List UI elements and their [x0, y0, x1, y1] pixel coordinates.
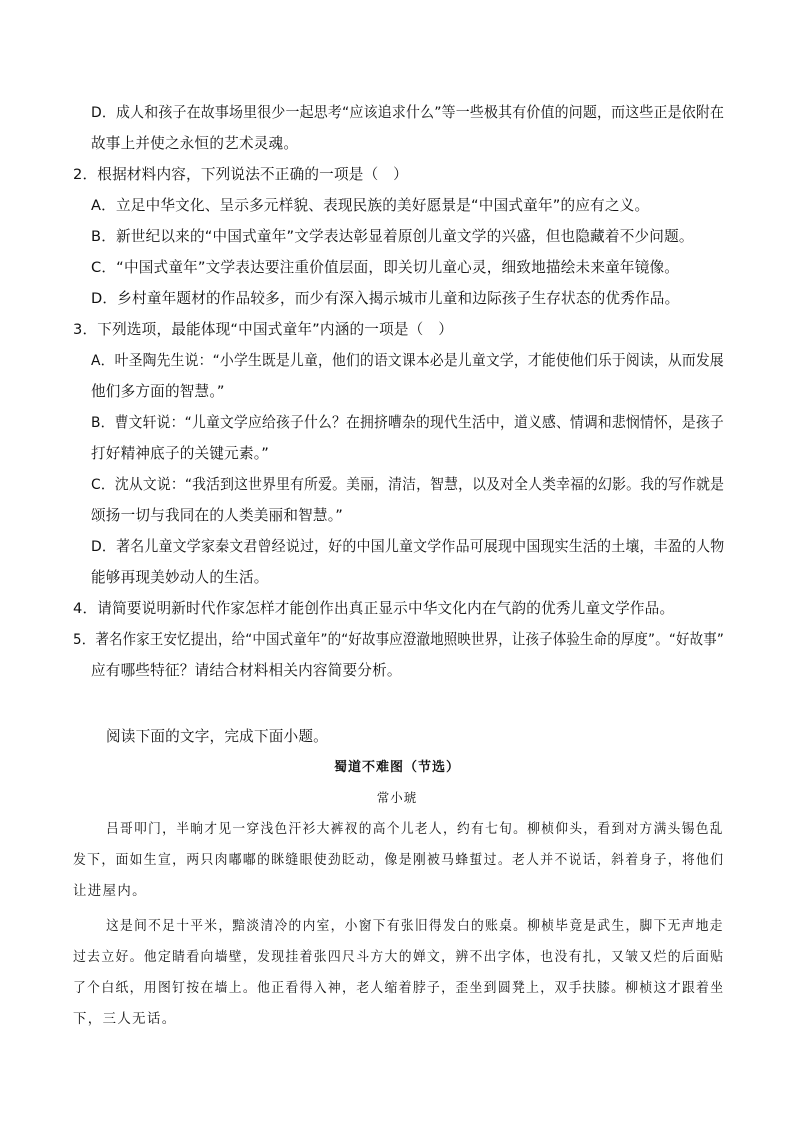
paragraph-1-line1: 吕哥叩门，半晌才见一穿浅色汗衫大裤衩的高个儿老人，约有七旬。柳桢仰头，看到对方满头锡色乱 — [106, 822, 724, 837]
q2-option-a: A．立足中华文化、呈示多元样貌、表现民族的美好愿景是“中国式童年”的应有之义。 — [91, 197, 650, 214]
q1-option-d-line2: 故事上并使之永恒的艺术灵魂。 — [91, 135, 299, 152]
paragraph-2-line4: 下，三人无话。 — [73, 1012, 177, 1027]
q3-stem: 3．下列选项，最能体现“中国式童年”内涵的一项是（ ） — [73, 321, 454, 338]
q2-stem: 2．根据材料内容，下列说法不正确的一项是（ ） — [73, 166, 408, 183]
q3-option-b-line1: B．曹文轩说：“儿童文学应给孩子什么？在拥挤嘈杂的现代生活中，道义感、情调和悲悯情怀，是孩子 — [91, 414, 724, 431]
q3-option-c-line1: C．沈从文说：“我活到这世界里有所爱。美丽，清洁，智慧，以及对全人类幸福的幻影。我的写作就是 — [91, 476, 725, 493]
q3-option-a-line1: A．叶圣陶先生说：“小学生既是儿童，他们的语文课本必是儿童文学，才能使他们乐于阅读，从而发展 — [91, 352, 724, 369]
reading-instruction: 阅读下面的文字，完成下面小题。 — [106, 728, 328, 745]
q3-option-a-line2: 他们多方面的智慧。” — [91, 383, 225, 400]
paragraph-2-line1: 这是间不足十平米，黯淡清冷的内室，小窗下有张旧得发白的账桌。柳桢毕竟是武生，脚下无声地走 — [106, 919, 724, 934]
passage-title: 蜀道不难图（节选） — [333, 760, 460, 775]
q3-option-d-line2: 能够再现美妙动人的生活。 — [91, 569, 269, 586]
q3-option-c-line2: 颂扬一切与我同在的人类美丽和智慧。” — [91, 507, 343, 524]
paragraph-2-line2: 过去立好。他定睛看向墙壁，发现挂着张四尺斗方大的婵文，辨不出字体，也没有扎，又皱又烂的后面贴 — [73, 950, 725, 965]
paragraph-1-line3: 让进屋内。 — [73, 884, 147, 899]
paragraph-1-line2: 发下，面如生宣，两只肉嘟嘟的眯缝眼使劲眨动，像是刚被马蜂蜇过。老人并不说话，斜着身子，将他们 — [73, 853, 725, 868]
q5-stem-line1: 5．著名作家王安忆提出，给“中国式童年”的“好故事应澄澈地照映世界，让孩子体验生命的厚度”。“好故事” — [73, 631, 724, 648]
q2-option-d: D．乡村童年题材的作品较多，而少有深入揭示城市儿童和边际孩子生存状态的优秀作品。 — [91, 290, 680, 307]
q3-option-d-line1: D．著名儿童文学家秦文君曾经说过，好的中国儿童文学作品可展现中国现实生活的土壤，丰盈的人物 — [91, 538, 725, 555]
q4-stem: 4．请简要说明新时代作家怎样才能创作出真正显示中华文化内在气韵的优秀儿童文学作品。 — [73, 600, 675, 617]
passage-author: 常小琥 — [376, 790, 418, 805]
q2-option-b: B．新世纪以来的“中国式童年”文学表达彰显着原创儿童文学的兴盛，但也隐藏着不少问题。 — [91, 228, 694, 245]
q5-stem-line2: 应有哪些特征？请结合材料相关内容简要分析。 — [91, 662, 402, 679]
q1-option-d-line1: D．成人和孩子在故事场里很少一起思考“应该追求什么”等一些极其有价值的问题，而这些正是依附在 — [91, 104, 725, 121]
q2-option-c: C．“中国式童年”文学表达要注重价值层面，即关切儿童心灵，细致地描绘未来童年镜像。 — [91, 259, 680, 276]
q3-option-b-line2: 打好精神底子的关键元素。” — [91, 445, 269, 462]
paragraph-2-line3: 了个白纸，用图钉按在墙上。他正看得入神，老人缩着脖子，歪坐到圆凳上，双手扶膝。柳桢这才跟着坐 — [73, 981, 725, 996]
